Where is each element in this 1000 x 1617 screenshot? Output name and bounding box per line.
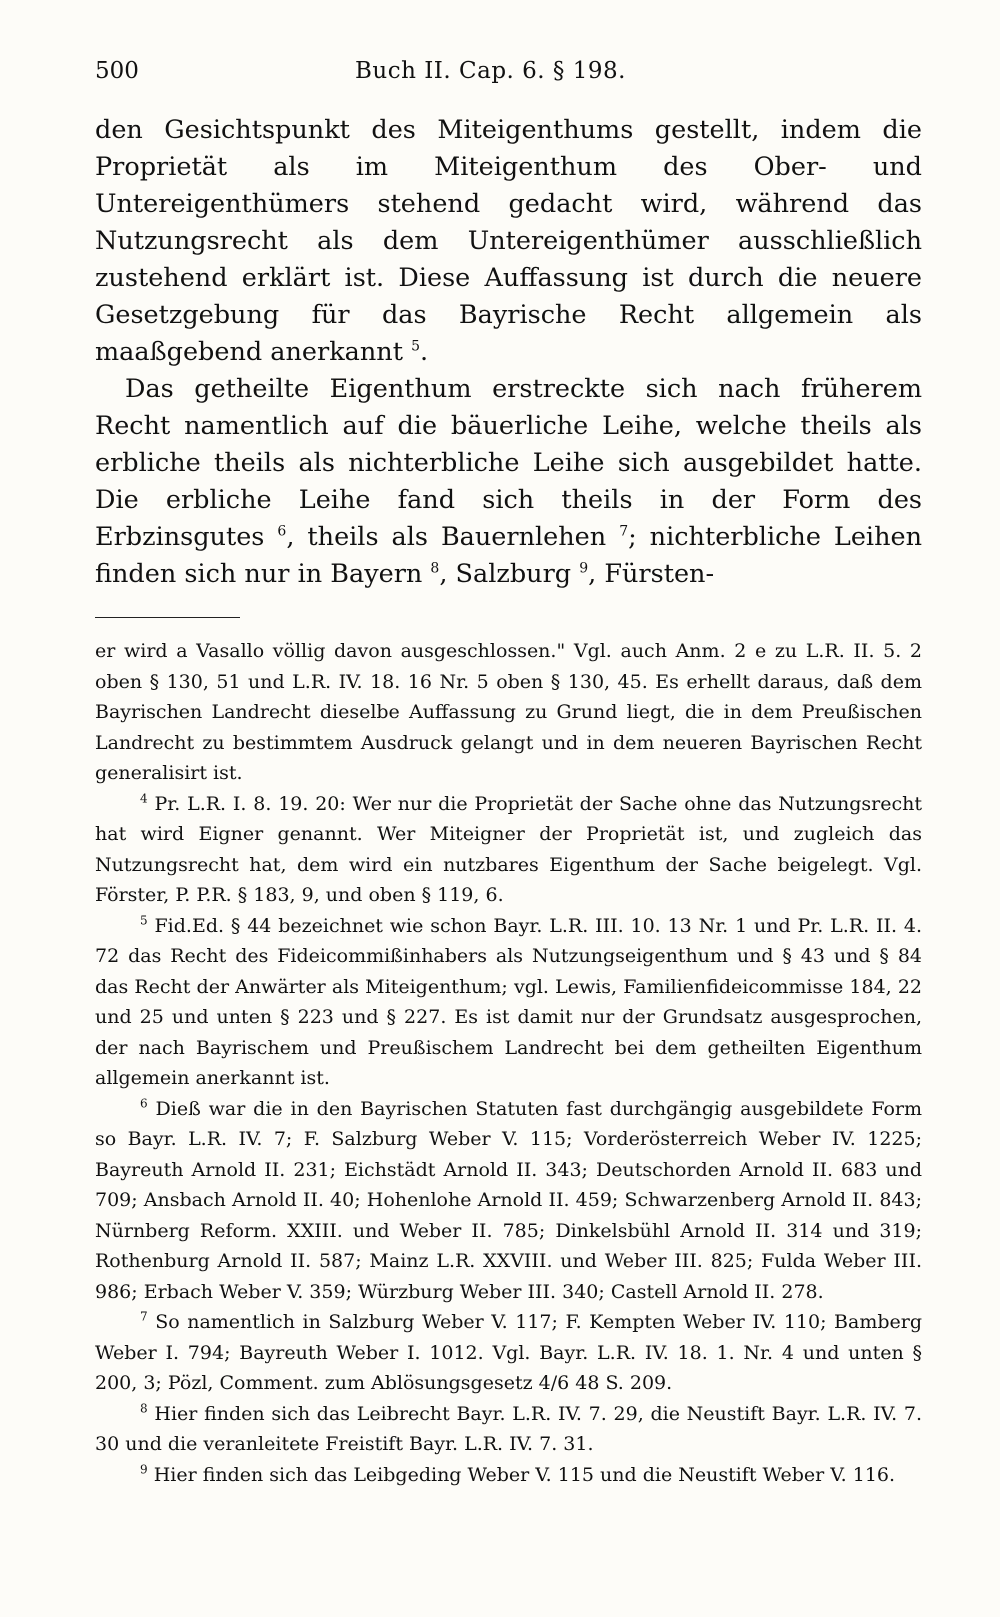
footnote-7-text: So namentlich in Salzburg Weber V. 117; F. Kempten Weber IV. 110; Bamberg Weber I. 794; Bayreuth Weber I. 1012. Vgl. Bayr. L.R. IV. 18. 1. Nr. 4 und unten § 200, 3; Pözl, Comment. zum Ablösungsgesetz 4/6 48 S. 209. <box>95 1311 922 1394</box>
footnote-separator <box>95 617 240 618</box>
paragraph-2 <box>95 371 922 593</box>
footnote-5-marker: 5 <box>140 913 148 928</box>
footnote-6 <box>95 1094 922 1308</box>
footnote-6-text: Dieß war die in den Bayrischen Statuten fast durchgängig ausgebildete Form so Bayr. L.R. IV. 7; F. Salzburg Weber V. 115; Vorderösterreich Weber IV. 1225; Bayreuth Arnold II. 231; Eichstädt Arnold II. 343; Deutschorden Arnold II. 683 und 709; Ansbach Arnold II. 40; Hohenlohe Arnold II. 459; Schwarzenberg Arnold II. 843; Nürnberg Reform. XXIII. und Weber II. 785; Dinkelsbühl Arnold II. 314 und 319; Rothenburg Arnold II. 587; Mainz L.R. XXVIII. und Weber III. 825; Fulda Weber III. 986; Erbach Weber V. 359; Würzburg Weber III. 340; Castell Arnold II. 278. <box>95 1097 922 1303</box>
main-text <box>95 112 922 593</box>
page-number: 500 <box>95 58 139 84</box>
paragraph-1 <box>95 112 922 371</box>
footnote-continuation: er wird a Vasallo völlig davon ausgeschlossen." Vgl. auch Anm. 2 e zu L.R. II. 5. 2 oben § 130, 51 und L.R. IV. 18. 16 Nr. 5 oben § 130, 45. Es erhellt daraus, daß dem Bayrischen Landrecht dieselbe Auffassung zu Grund liegt, die in dem Preußischen Landrecht zu bestimmtem Ausdruck gelangt und in dem neueren Bayrischen Recht generalisirt ist. <box>95 640 922 784</box>
paragraph-2-text-b: , theils als Bauernlehen <box>286 522 607 552</box>
page-header <box>95 58 922 102</box>
footnote-ref-6: 6 <box>277 523 287 540</box>
footnotes <box>95 636 922 1490</box>
footnote-7-marker: 7 <box>140 1309 148 1324</box>
paragraph-2-text-c: ; nichterbliche Leihen finden sich nur in Bayern <box>95 522 923 589</box>
footnote-8-marker: 8 <box>140 1401 148 1416</box>
running-head: Buch II. Cap. 6. § 198. <box>355 58 626 84</box>
footnote-5 <box>95 911 922 1094</box>
paragraph-1-text: den Gesichtspunkt des Miteigenthums gestellt, indem die Proprietät als im Miteigenthum des Ober- und Untereigenthümers stehend gedacht wird, während das Nutzungsrecht als dem Untereigenthümer ausschließlich zustehend erklärt ist. Diese Auffassung ist durch die neuere Gesetzgebung für das Bayrische Recht allgemein als maaßgebend anerkannt <box>95 115 922 367</box>
footnote-ref-9: 9 <box>579 560 589 577</box>
footnote-ref-5: 5 <box>411 338 420 355</box>
footnote-9 <box>95 1460 922 1491</box>
footnote-4-text: Pr. L.R. I. 8. 19. 20: Wer nur die Proprietät der Sache ohne das Nutzungsrecht hat wird Eigner genannt. Wer Miteigner der Proprietät ist, und zugleich das Nutzungsrecht hat, dem wird ein nutzbares Eigenthum der Sache beigelegt. Vgl. Förster, P. P.R. § 183, 9, und oben § 119, 6. <box>95 792 922 906</box>
footnote-8 <box>95 1399 922 1460</box>
paragraph-2-text-e: , Fürsten- <box>588 559 715 589</box>
footnote-4-marker: 4 <box>140 791 148 806</box>
footnote-9-marker: 9 <box>140 1462 148 1477</box>
footnote-ref-7: 7 <box>619 523 629 540</box>
footnote-9-text: Hier finden sich das Leibgeding Weber V. 115 und die Neustift Weber V. 116. <box>153 1463 896 1486</box>
footnote-7 <box>95 1307 922 1399</box>
footnote-5-text: Fid.Ed. § 44 bezeichnet wie schon Bayr. L.R. III. 10. 13 Nr. 1 und Pr. L.R. II. 4. 72 das Recht des Fideicommißinhabers als Nutzungseigenthum und § 43 und § 84 das Recht der Anwärter als Miteigenthum; vgl. Lewis, Familienfideicommisse 184, 22 und 25 und unten § 223 und § 227. Es ist damit nur der Grundsatz ausgesprochen, der nach Bayrischem und Preußischem Landrecht bei dem getheilten Eigenthum allgemein anerkannt ist. <box>95 914 922 1089</box>
paragraph-2-text-d: , Salzburg <box>439 559 572 589</box>
footnote-6-marker: 6 <box>140 1096 148 1111</box>
paragraph-1-end: . <box>420 337 429 367</box>
footnote-8-text: Hier finden sich das Leibrecht Bayr. L.R. IV. 7. 29, die Neustift Bayr. L.R. IV. 7. 30 und die veranleitete Freistift Bayr. L.R. IV. 7. 31. <box>95 1402 922 1455</box>
footnote-4 <box>95 789 922 911</box>
paragraph-2-text-a: Das getheilte Eigenthum erstreckte sich nach früherem Recht namentlich auf die bäuerliche Leihe, welche theils als erbliche theils als nichterbliche Leihe sich ausgebildet hatte. Die erbliche Leihe fand sich theils in der Form des Erbzinsgutes <box>95 374 922 552</box>
footnote-ref-8: 8 <box>430 560 440 577</box>
